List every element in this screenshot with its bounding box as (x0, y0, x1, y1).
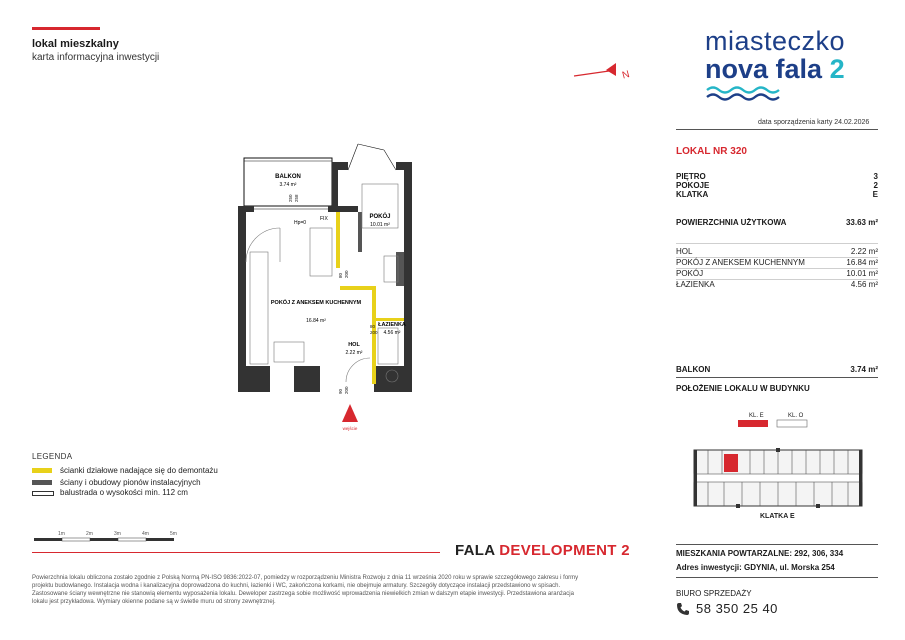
plan-area-hol: 2.22 m² (345, 350, 363, 356)
plan-label-hol: HOL (348, 342, 360, 348)
legend-label-walls: ściany i obudowy pionów instalacyjnych (60, 478, 201, 487)
room-value-bathroom: 4.56 m² (850, 280, 878, 289)
plan-label-living (271, 298, 362, 306)
unit-number: LOKAL NR 320 (676, 146, 747, 157)
footer-accent-line (32, 552, 440, 553)
date-label: data sporządzenia karty 24.02.2026 (758, 119, 870, 126)
detail-value-rooms: 2 (873, 181, 878, 190)
logo-waves-icon (705, 84, 781, 102)
keyplan-caption: KLATKA E (760, 513, 795, 520)
scale-tick: 3m (114, 531, 121, 537)
plan-area-balkon: 3.74 m² (279, 182, 297, 188)
scale-tick: 5m (170, 531, 177, 537)
date-divider (676, 129, 878, 130)
footnote: Powierzchnia lokalu obliczona zostało zgodnie z Polską Normą PN-ISO 9836:2022-07, pomiedzy w rozporządzeniu Ministra Rozwoju z dnia 11 września 2020 roku w sprawie szczegółowego zakresu i formy projektu budowlanego. Instalacja wodna i kanalizacyjna doprowadzona do kuchni, łazienki i WC, zakończona korkami, nie obejmuje armatury. Szczegóły dotyczące instalacji przedstawiono w spisach. Zastosowane ściany wewnętrzne nie stanowią elementu wyposażenia lokalu. Deweloper zastrzega sobie możliwość wprowadzenia niewielkich zmian w dalszym etapie inwestycji. Przedstawiona aranżacja lokalu jest przykładowa. Wymiary okienne podane są w świetle muru od strony zewnętrznej. (32, 575, 579, 605)
room-label-room: POKÓJ (676, 269, 704, 278)
repeat-units: MIESZKANIA POWTARZALNE: 292, 306, 334 (676, 549, 844, 558)
plan-dim: 200 (344, 386, 349, 394)
balcony-label: BALKON (676, 365, 711, 374)
detail-value-floor: 3 (873, 172, 878, 181)
plan-dim: 80 (370, 324, 376, 329)
legend-title: LEGENDA (32, 452, 73, 461)
plan-label-lazienka: ŁAZIENKA (378, 322, 406, 328)
plan-dim: 250 (288, 194, 293, 202)
floor-plan (234, 132, 434, 432)
plan-dim: 80 (338, 272, 343, 278)
plan-label-balkon: BALKON (275, 174, 301, 180)
building-keyplan (676, 404, 878, 544)
plan-area-living: 16.84 m² (306, 318, 326, 324)
room-label-hol: HOL (676, 247, 693, 256)
phone-icon (676, 602, 690, 616)
footer-divider (676, 544, 878, 545)
detail-label-staircase: KLATKA (676, 190, 709, 199)
plan-dim: 90 (338, 388, 343, 394)
scale-tick: 1m (58, 531, 65, 537)
detail-label-rooms: POKOJE (676, 181, 710, 190)
legend-label-railing: balustrada o wysokości min. 112 cm (60, 488, 188, 497)
investment-address: Adres inwestycji: GDYNIA, ul. Morska 254 (676, 563, 835, 572)
developer-prefix: FALA (455, 542, 495, 559)
scale-tick: 2m (86, 531, 93, 537)
sales-office-label: BIURO SPRZEDAŻY (676, 589, 752, 598)
plan-area-pokoj: 10.01 m² (370, 222, 390, 228)
sales-phone[interactable]: 58 350 25 40 (696, 601, 778, 616)
header-accent-bar (32, 27, 100, 30)
room-divider (676, 243, 878, 244)
plan-hp: Hp=0 (294, 220, 307, 226)
plan-fix: FIX (320, 216, 328, 222)
detail-label-floor: PIĘTRO (676, 172, 706, 181)
balcony-divider (676, 377, 878, 378)
usable-area-label: POWIERZCHNIA UŻYTKOWA (676, 218, 787, 227)
legend-label-demolish: ścianki działowe nadające się do demontażu (60, 466, 218, 475)
plan-dim: 200 (344, 270, 349, 278)
plan-entrance: wejście (342, 426, 358, 431)
plan-label-living-text: POKÓJ Z ANEKSEM KUCHENNYM (270, 300, 362, 306)
address-divider (676, 577, 878, 578)
scale-bar (32, 528, 192, 548)
room-value-room: 10.01 m² (846, 269, 878, 278)
legend-swatch-walls (32, 480, 52, 485)
detail-value-staircase: E (872, 190, 878, 199)
plan-area-lazienka: 4.56 m² (383, 330, 401, 336)
north-label: N (621, 69, 631, 82)
legend-swatch-demolish (32, 468, 52, 473)
room-label-living: POKÓJ Z ANEKSEM KUCHENNYM (676, 258, 805, 267)
usable-area-value: 33.63 m² (845, 218, 878, 227)
logo-line1: miasteczko (705, 26, 846, 56)
document-title: lokal mieszkalny (32, 38, 119, 50)
plan-dim: 200 (370, 330, 378, 335)
logo-line2 (705, 54, 845, 85)
plan-dim: 258 (294, 194, 299, 202)
document-subtitle: karta informacyjna inwestycji (32, 52, 160, 63)
room-value-hol: 2.22 m² (850, 247, 878, 256)
logo-name: nova fala (705, 54, 823, 84)
plan-label-pokoj: POKÓJ (369, 214, 391, 220)
room-value-living: 16.84 m² (846, 258, 878, 267)
developer-name (455, 542, 630, 559)
room-label-bathroom: ŁAZIENKA (676, 280, 715, 289)
north-arrow-icon (570, 58, 640, 88)
balcony-value: 3.74 m² (850, 365, 878, 374)
scale-tick: 4m (142, 531, 149, 537)
keyplan-kl-e: KL. E (749, 413, 764, 419)
developer-suffix: DEVELOPMENT 2 (499, 542, 630, 559)
logo-number: 2 (829, 54, 845, 84)
legend-swatch-railing (32, 491, 54, 496)
position-title: POŁOŻENIE LOKALU W BUDYNKU (676, 384, 810, 393)
keyplan-kl-o: KL. O (788, 413, 804, 419)
